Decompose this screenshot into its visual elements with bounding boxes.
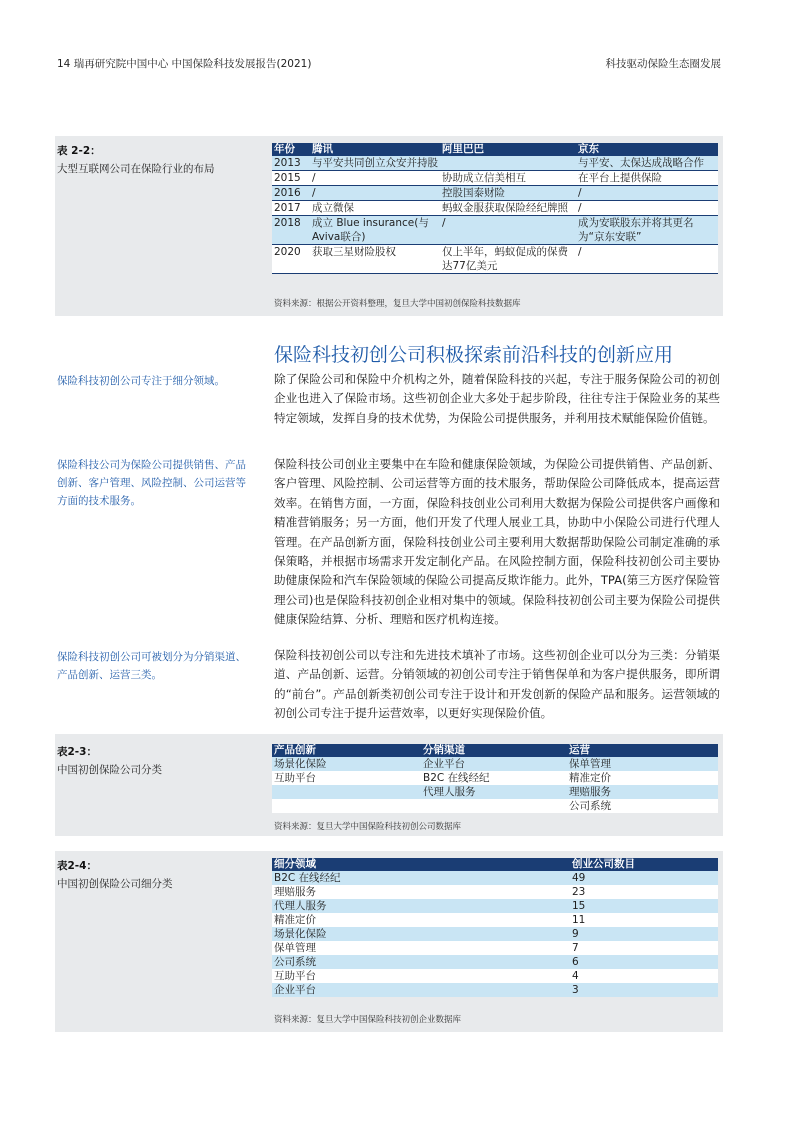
table-cell: 蚂蚁金服获取保险经纪牌照	[440, 201, 576, 216]
table-cell: 2016	[272, 186, 310, 201]
table-cell: 7	[570, 941, 718, 955]
body-paragraph: 除了保险公司和保险中介机构之外，随着保险科技的兴起，专注于服务保险公司的初创企业也进入了保险市场。这些初创企业大多处于起步阶段，往往专注于保险业务的某些特定领域，发挥自身的技术优势，为保险公司提供服务，并利用技术赋能保险价值链。	[274, 372, 720, 425]
table-cell: 在平台上提供保险	[576, 171, 718, 186]
table-row	[272, 927, 718, 941]
table-cell: 精准定价	[567, 771, 718, 785]
table-cell	[440, 156, 576, 171]
body-paragraph: 保险科技公司创业主要集中在车险和健康保险领域，为保险公司提供销售、产品创新、客户管理、风险控制、公司运营等方面的技术服务，帮助保险公司降低成本，提高运营效率。在销售方面，一方面，保险科技创业公司利用大数据为保险公司提供客户画像和精准营销服务；另一方面，他们开发了代理人展业工具，协助中小保险公司进行代理人管理。在产品创新方面，保险科技创业公司主要利用大数据帮助保险公司制定准确的承保策略，并根据市场需求开发定制化产品。在风险控制方面，保险科技初创公司主要协助健康保险和汽车保险领域的保险公司提高反欺诈能力。此外，TPA(第三方医疗保险管理公司)也是保险科技初创企业相对集中的领域。保险科技初创公司主要为保险公司提供健康保险结算、分析、理赔和医疗机构连接。	[274, 457, 720, 627]
table-cell: 2017	[272, 201, 310, 216]
table-row	[272, 941, 718, 955]
table-cell: 2020	[272, 245, 310, 274]
table-row	[272, 771, 718, 785]
table-cell: 2015	[272, 171, 310, 186]
table-cell	[421, 799, 567, 813]
table-header-row	[272, 858, 718, 871]
table-cell: 场景化保险	[272, 927, 570, 941]
table-row	[272, 799, 718, 813]
table-cell: 保单管理	[567, 757, 718, 771]
column-header: 分销渠道	[421, 744, 567, 757]
table-cell: 49	[570, 871, 718, 885]
table-2-4-label: 表2-4：	[57, 860, 97, 872]
table-cell: B2C 在线经纪	[421, 771, 567, 785]
table-row	[272, 969, 718, 983]
table-row	[272, 757, 718, 771]
table-row	[272, 983, 718, 997]
table-2-2-caption: 大型互联网公司在保险行业的布局	[57, 163, 215, 175]
table-cell: 协助成立信美相互	[440, 171, 576, 186]
table-2-2	[272, 143, 718, 274]
table-header-row	[272, 143, 718, 156]
table-cell: 理赔服务	[567, 785, 718, 799]
column-header: 腾讯	[310, 143, 440, 156]
table-cell: /	[310, 186, 440, 201]
column-header: 创业公司数目	[570, 858, 718, 871]
table-cell: 互助平台	[272, 771, 421, 785]
table-cell: /	[576, 245, 718, 274]
table-cell: /	[576, 201, 718, 216]
table-2-3-caption: 中国初创保险公司分类	[57, 764, 162, 776]
table-cell: 11	[570, 913, 718, 927]
column-header: 细分领域	[272, 858, 570, 871]
table-cell: 15	[570, 899, 718, 913]
table-cell: /	[310, 171, 440, 186]
side-note: 保险科技初创公司可被划分为分销渠道、产品创新、运营三类。	[57, 651, 246, 681]
table-row	[272, 899, 718, 913]
table-row	[272, 245, 718, 274]
table-cell: 仅上半年，蚂蚁促成的保费达77亿美元	[440, 245, 576, 274]
table-cell: 成立微保	[310, 201, 440, 216]
side-note: 保险科技初创公司专注于细分领域。	[57, 375, 225, 387]
table-cell: 成立 Blue insurance(与 Aviva联合)	[310, 216, 440, 245]
table-cell	[272, 799, 421, 813]
table-2-4-caption: 中国初创保险公司细分类	[57, 878, 173, 890]
section-title: 保险科技初创公司积极探索前沿科技的创新应用	[274, 344, 674, 366]
table-cell	[272, 785, 421, 799]
table-cell: 6	[570, 955, 718, 969]
table-2-4-source: 资料来源：复旦大学中国保险科技初创企业数据库	[274, 1015, 462, 1025]
page-header-left: 14 瑞再研究院中国中心 中国保险科技发展报告(2021)	[57, 58, 312, 70]
table-cell: 获取三星财险股权	[310, 245, 440, 274]
table-2-4-label-block	[57, 858, 173, 891]
table-row	[272, 186, 718, 201]
table-cell: 理赔服务	[272, 885, 570, 899]
table-cell: 企业平台	[421, 757, 567, 771]
table-row	[272, 171, 718, 186]
column-header: 京东	[576, 143, 718, 156]
table-row	[272, 156, 718, 171]
table-cell: /	[440, 216, 576, 245]
table-2-2-source: 资料来源：根据公开资料整理，复旦大学中国初创保险科技数据库	[274, 299, 521, 309]
side-note: 保险科技公司为保险公司提供销售、产品创新、客户管理、风险控制、公司运营等方面的技术服务。	[57, 459, 246, 507]
table-row	[272, 871, 718, 885]
table-row	[272, 955, 718, 969]
table-cell: 23	[570, 885, 718, 899]
table-cell: 与平安、太保达成战略合作	[576, 156, 718, 171]
table-2-2-label: 表 2-2：	[57, 145, 101, 157]
table-cell: 2013	[272, 156, 310, 171]
table-cell: 代理人服务	[272, 899, 570, 913]
table-row	[272, 785, 718, 799]
table-cell: 公司系统	[272, 955, 570, 969]
table-2-3-source: 资料来源：复旦大学中国保险科技初创公司数据库	[274, 822, 462, 832]
table-header-row	[272, 744, 718, 757]
table-cell: 公司系统	[567, 799, 718, 813]
column-header: 运营	[567, 744, 718, 757]
table-cell: 控股国泰财险	[440, 186, 576, 201]
table-2-4	[272, 858, 718, 997]
column-header: 阿里巴巴	[440, 143, 576, 156]
table-2-3	[272, 744, 718, 813]
table-cell: 保单管理	[272, 941, 570, 955]
table-row	[272, 216, 718, 245]
table-row	[272, 913, 718, 927]
table-cell: 9	[570, 927, 718, 941]
table-cell: 3	[570, 983, 718, 997]
table-2-3-label-block	[57, 744, 162, 777]
table-cell: 精准定价	[272, 913, 570, 927]
table-cell: 成为安联股东并将其更名为“京东安联”	[576, 216, 718, 245]
column-header: 产品创新	[272, 744, 421, 757]
table-2-2-label-block	[57, 143, 215, 176]
table-cell: 互助平台	[272, 969, 570, 983]
body-paragraph: 保险科技初创公司以专注和先进技术填补了市场。这些初创企业可以分为三类：分销渠道、产品创新、运营。分销领域的初创公司专注于销售保单和为客户提供服务，即所谓的“前台”。产品创新类初创公司专注于设计和开发创新的保险产品和服务。运营领域的初创公司专注于提升运营效率，以更好实现保险价值。	[274, 648, 720, 721]
table-cell: 代理人服务	[421, 785, 567, 799]
table-cell: 4	[570, 969, 718, 983]
page-header-right: 科技驱动保险生态圈发展	[605, 58, 721, 70]
table-cell: 企业平台	[272, 983, 570, 997]
table-row	[272, 885, 718, 899]
table-row	[272, 201, 718, 216]
table-cell: /	[576, 186, 718, 201]
table-cell: 2018	[272, 216, 310, 245]
column-header: 年份	[272, 143, 310, 156]
table-cell: B2C 在线经纪	[272, 871, 570, 885]
table-2-3-label: 表2-3：	[57, 746, 97, 758]
table-cell: 与平安共同创立众安并持股	[312, 157, 438, 169]
table-cell: 场景化保险	[272, 757, 421, 771]
